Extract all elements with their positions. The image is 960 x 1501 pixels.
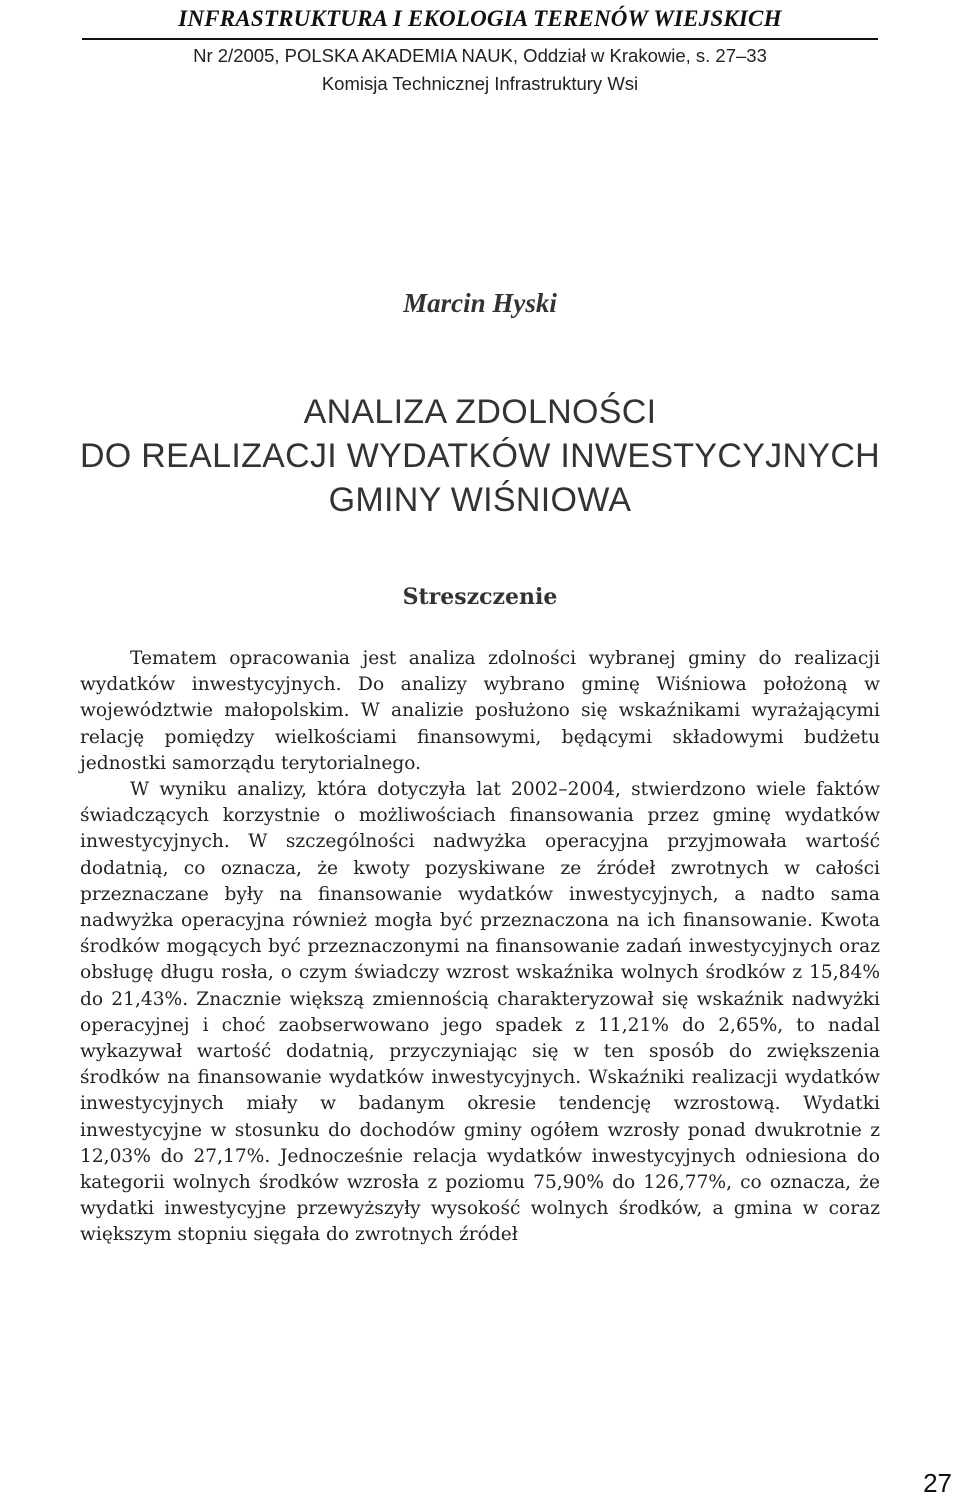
commission-line: Komisja Technicznej Infrastruktury Wsi [321, 73, 639, 94]
article-title [0, 390, 960, 522]
journal-title: INFRASTRUKTURA I EKOLOGIA TERENÓW WIEJSKICH [178, 6, 782, 31]
abstract-heading: Streszczenie [402, 584, 558, 610]
author-name: Marcin Hyski [403, 288, 557, 318]
journal-header [82, 0, 878, 98]
page-number: 27 [923, 1468, 952, 1498]
abstract-paragraph: W wyniku analizy, która dotyczyła lat 2002–2004, stwierdzono wiele faktów świadczących korzystnie o możliwościach finansowania przez gminę wydatków inwestycyjnych. W szczególności nadwyżka operacyjna przyjmowała wartość dodatnią, co oznacza, że kwoty pozyskiwane ze źródeł zwrotnych w całości przeznaczane były na finansowanie wydatków inwestycyjnych, a nadto sama nadwyżka operacyjna również mogła być przeznaczona na ich finansowanie. Kwota środków mogących być przeznaczonymi na finansowanie zadań inwestycyjnych oraz obsługę długu rosła, o czym świadczy wzrost wskaźnika wolnych środków z 15,84% do 21,43%. Znacznie większą zmiennością charakteryzował się wskaźnik nadwyżki operacyjnej i choć zaobserwowano jego spadek z 11,21% do 2,65%, to nadal wykazywał wartość dodatnią, przyczyniając się w ten sposób do zwiększenia środków na finansowanie wydatków inwestycyjnych. Wskaźniki realizacji wydatków inwestycyjnych miały w badanym okresie tendencję wzrostową. Wydatki inwestycyjne w stosunku do dochodów gminy ogółem wzrosły ponad dwukrotnie z 12,03% do 27,17%. Jednocześnie relacja wydatków inwestycyjnych odniesiona do kategorii wolnych środków wzrosła z poziomu 75,90% do 126,77%, co oznacza, że wydatki inwestycyjne przewyższyły wysokość wolnych środków, a gmina w coraz większym stopniu sięgała do zwrotnych źródeł [80, 779, 880, 1246]
header-rule [82, 38, 878, 40]
title-line: ANALIZA ZDOLNOŚCI [303, 393, 657, 431]
abstract-body [80, 646, 880, 1249]
issue-line: Nr 2/2005, POLSKA AKADEMIA NAUK, Oddział w Krakowie, s. 27–33 [193, 45, 767, 66]
title-line: DO REALIZACJI WYDATKÓW INWESTYCYJNYCH [79, 437, 881, 475]
title-line: GMINY WIŚNIOWA [328, 481, 632, 519]
abstract-paragraph: Tematem opracowania jest analiza zdolności wybranej gminy do realizacji wydatków inwestycyjnych. Do analizy wybrano gminę Wiśniowa położoną w województwie małopolskim. W analizie posłużono się wskaźnikami wyrażającymi relację pomiędzy wielkościami finansowymi, będącymi składowymi budżetu jednostki samorządu terytorialnego. [80, 648, 880, 774]
